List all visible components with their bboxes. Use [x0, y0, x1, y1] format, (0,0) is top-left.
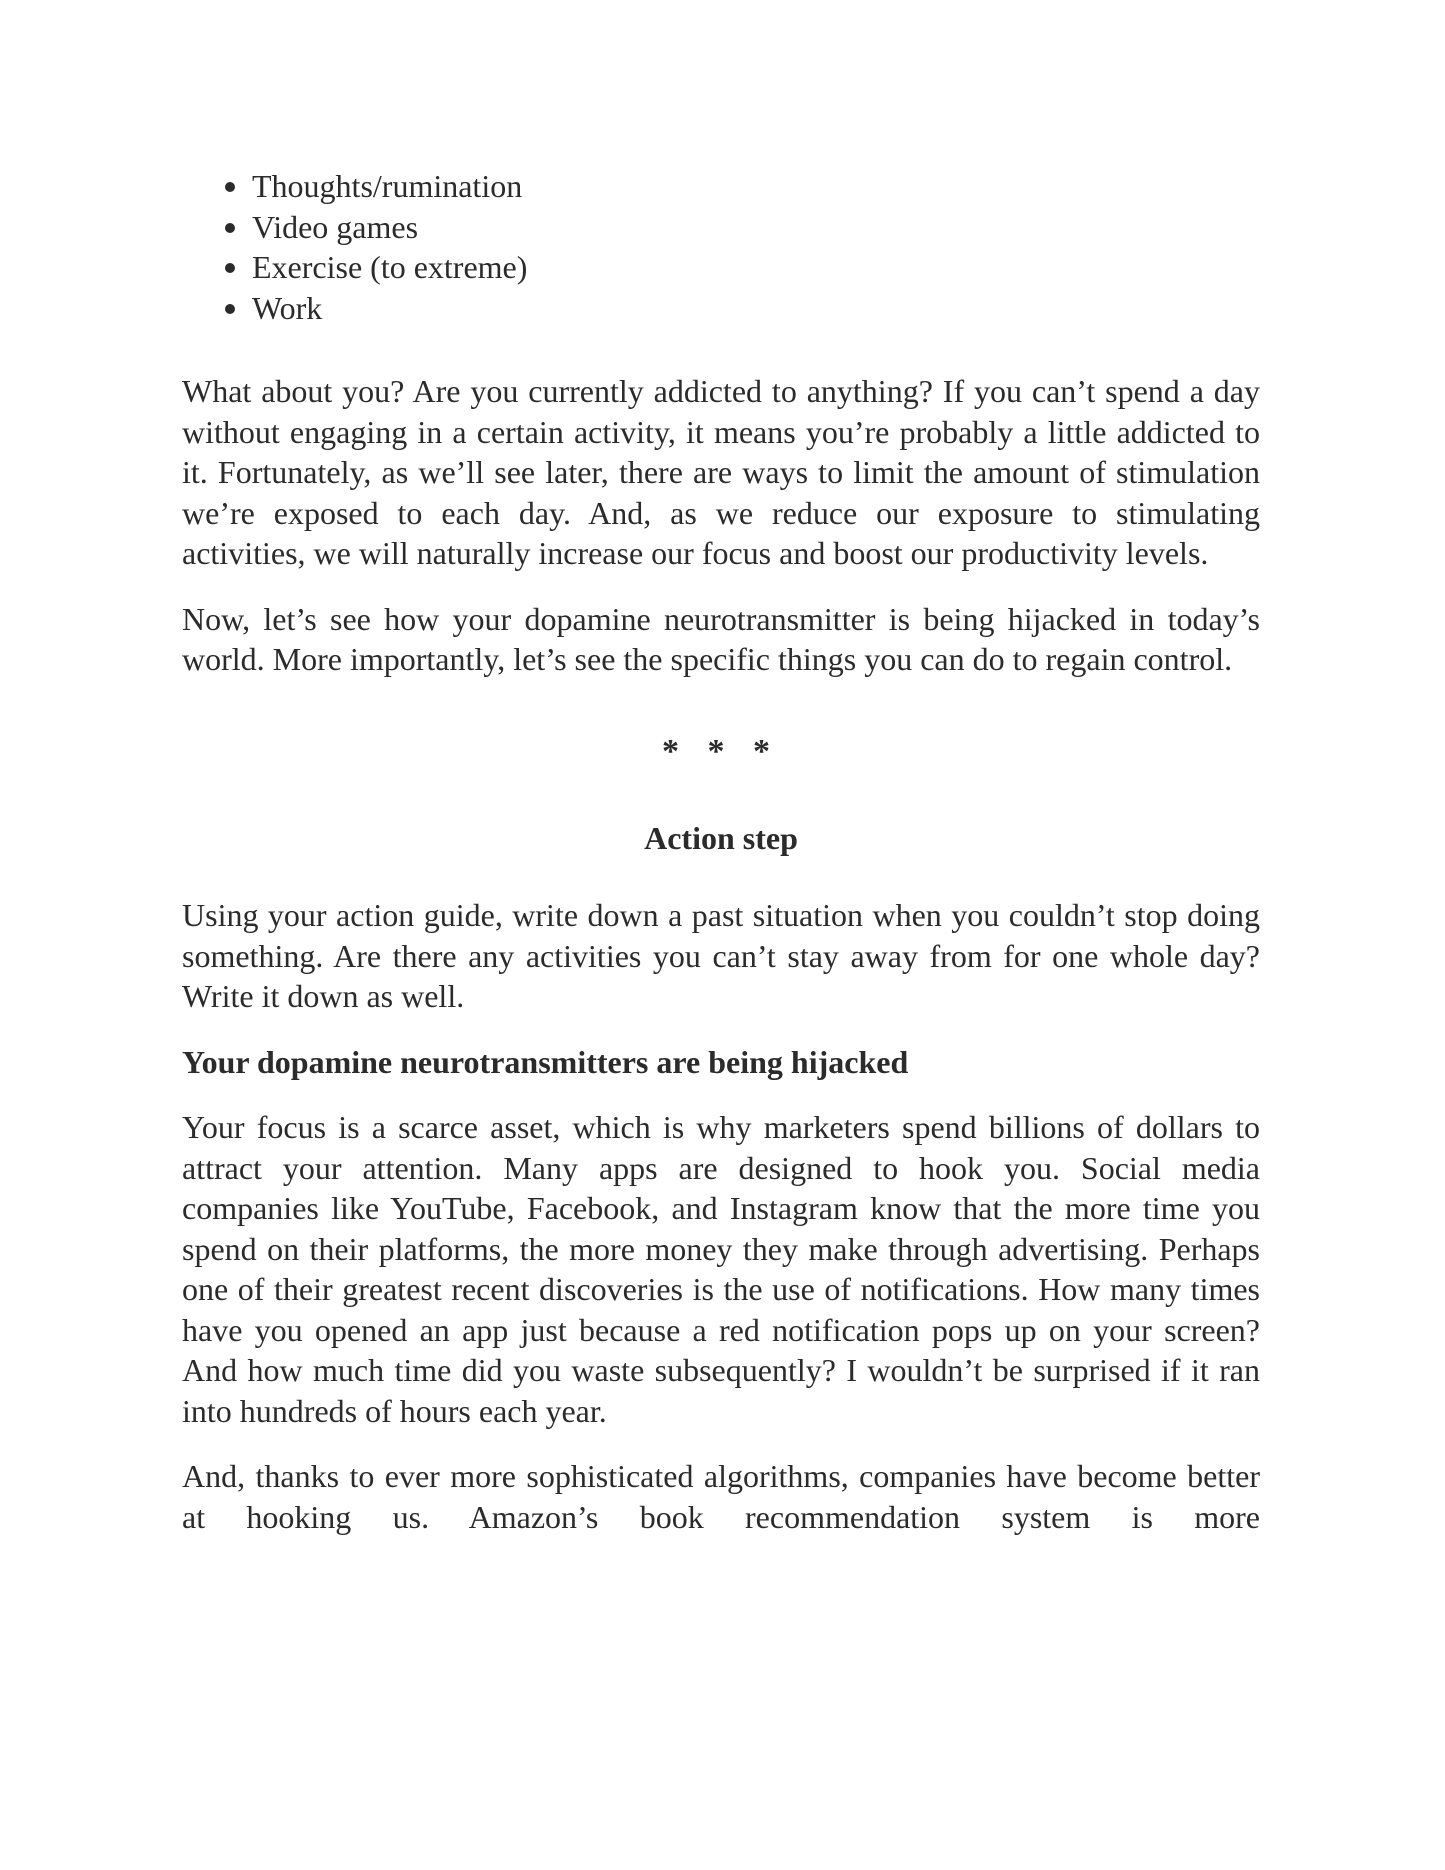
paragraph-action-step: Using your action guide, write down a past situation when you couldn’t stop doing something. Are there any activities you can’t stay away from for one whole day? Write it down as well. — [182, 897, 1260, 1014]
list-item — [252, 247, 1260, 288]
list-item-text: Video games — [252, 208, 419, 245]
bullet-list — [182, 166, 1260, 328]
bullet-icon — [225, 263, 235, 273]
paragraph-algorithms: And, thanks to ever more sophisticated algorithms, companies have become better at hooking us. Amazon’s book recommendation system is more — [182, 1458, 1260, 1535]
list-item-text: Work — [252, 289, 323, 326]
section-separator: * * * — [662, 732, 780, 770]
action-step-heading: Action step — [644, 819, 798, 856]
list-item — [252, 288, 1260, 329]
document-page — [182, 166, 1260, 1537]
list-item — [252, 207, 1260, 248]
bullet-icon — [225, 182, 235, 192]
bullet-icon — [225, 304, 235, 314]
paragraph-addiction-question: What about you? Are you currently addicted to anything? If you can’t spend a day without engaging in a certain activity, it means you’re probably a little addicted to it. Fortunately, as we’ll see later, there are ways to limit the amount of stimulation we’re exposed to each day. And, as we reduce our exposure to stimulating activities, we will naturally increase our focus and boost our productivity levels. — [182, 373, 1260, 571]
paragraph-focus-scarce-asset: Your focus is a scarce asset, which is why marketers spend billions of dollars to attract your attention. Many apps are designed to hook you. Social media companies like YouTube, Facebook, and Instagram know that the more time you spend on their platforms, the more money they make through advertising. Perhaps one of their greatest recent discoveries is the use of notifications. How many times have you opened an app just because a red notification pops up on your screen? And how much time did you waste subsequently? I wouldn’t be surprised if it ran into hundreds of hours each year. — [182, 1109, 1260, 1429]
bullet-icon — [225, 223, 235, 233]
section-heading: Your dopamine neurotransmitters are being hijacked — [182, 1043, 909, 1080]
list-item — [252, 166, 1260, 207]
list-item-text: Thoughts/rumination — [252, 168, 523, 204]
paragraph-dopamine-hijacked-intro: Now, let’s see how your dopamine neurotransmitter is being hijacked in today’s world. More importantly, let’s see the specific things you can do to regain control. — [182, 600, 1260, 677]
list-item-text: Exercise (to extreme) — [252, 249, 528, 285]
